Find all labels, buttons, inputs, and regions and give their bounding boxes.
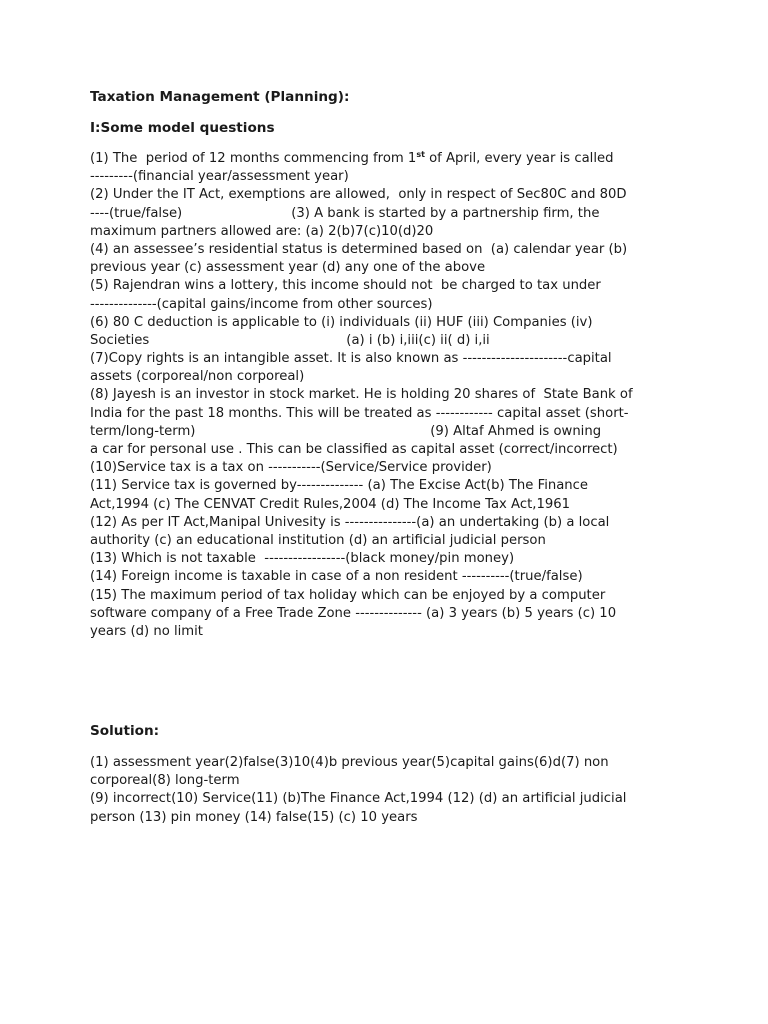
question-line: (4) an assessee’s residential status is determined based on (a) calendar year (b) (90, 241, 628, 257)
question-line: (5) Rajendran wins a lottery, this income should not be charged to tax under (90, 278, 601, 294)
question-line: term/long-term) (9) Altaf Ahmed is owning (90, 423, 602, 439)
question-line: (7)Copy rights is an intangible asset. It is also known as ----------------------capital (90, 351, 612, 367)
answer-line: (9) incorrect(10) Service(11) (b)The Finance Act,1994 (12) (d) an artificial judicial (90, 791, 627, 807)
question-line: years (d) no limit (90, 623, 203, 639)
question-line: (11) Service tax is governed by-------------- (a) The Excise Act(b) The Finance (90, 478, 589, 494)
question-line: authority (c) an educational institution (d) an artificial judicial person (90, 532, 546, 548)
question-line: (2) Under the IT Act, exemptions are allowed, only in respect of Sec80C and 80D (90, 187, 627, 203)
ordinal-superscript: st (416, 150, 425, 159)
question-line: India for the past 18 months. This will be treated as ------------ capital asset (short- (90, 405, 629, 421)
answer-line: (1) assessment year(2)false(3)10(4)b previous year(5)capital gains(6)d(7) non (90, 755, 609, 770)
question-line: (13) Which is not taxable -----------------(black money/pin money) (90, 551, 515, 567)
question-line: Act,1994 (c) The CENVAT Credit Rules,2004 (d) The Income Tax Act,1961 (90, 496, 571, 512)
question-line (90, 150, 680, 168)
question-line-text: of April, every year is called (424, 151, 614, 166)
question-line: previous year (c) assessment year (d) any one of the above (90, 260, 486, 276)
question-line: a car for personal use . This can be classified as capital asset (correct/incorrect) (90, 442, 618, 457)
section-title: I:Some model questions (90, 120, 275, 136)
question-line: software company of a Free Trade Zone -------------- (a) 3 years (b) 5 years (c) 10 (90, 605, 617, 621)
document-title: Taxation Management (Planning): (90, 89, 350, 105)
question-line: (12) As per IT Act,Manipal Univesity is ---------------(a) an undertaking (b) a local (90, 514, 610, 530)
answer-line: person (13) pin money (14) false(15) (c) 10 years (90, 809, 418, 825)
questions-block (90, 150, 680, 641)
question-line: assets (corporeal/non corporeal) (90, 369, 305, 385)
answer-line: corporeal(8) long-term (90, 773, 240, 789)
question-line: Societies (a) i (b) i,iii(c) ii( d) i,ii (90, 332, 490, 348)
question-line: (6) 80 C deduction is applicable to (i) individuals (ii) HUF (iii) Companies (iv) (90, 314, 593, 330)
question-line-text: (1) The period of 12 months commencing from 1 (90, 151, 417, 166)
question-line: --------------(capital gains/income from other sources) (90, 296, 433, 312)
answers-block (90, 754, 680, 827)
question-line: ----(true/false) (3) A bank is started by a partnership firm, the (90, 205, 600, 221)
solution-title: Solution: (90, 723, 160, 739)
question-line: (15) The maximum period of tax holiday which can be enjoyed by a computer (90, 587, 606, 603)
question-line: ---------(financial year/assessment year) (90, 169, 349, 185)
question-line: (14) Foreign income is taxable in case of a non resident ----------(true/false) (90, 569, 583, 585)
question-line: (10)Service tax is a tax on -----------(Service/Service provider) (90, 460, 492, 476)
question-line: maximum partners allowed are: (a) 2(b)7(c)10(d)20 (90, 223, 434, 239)
question-line: (8) Jayesh is an investor in stock market. He is holding 20 shares of State Bank of (90, 387, 633, 403)
